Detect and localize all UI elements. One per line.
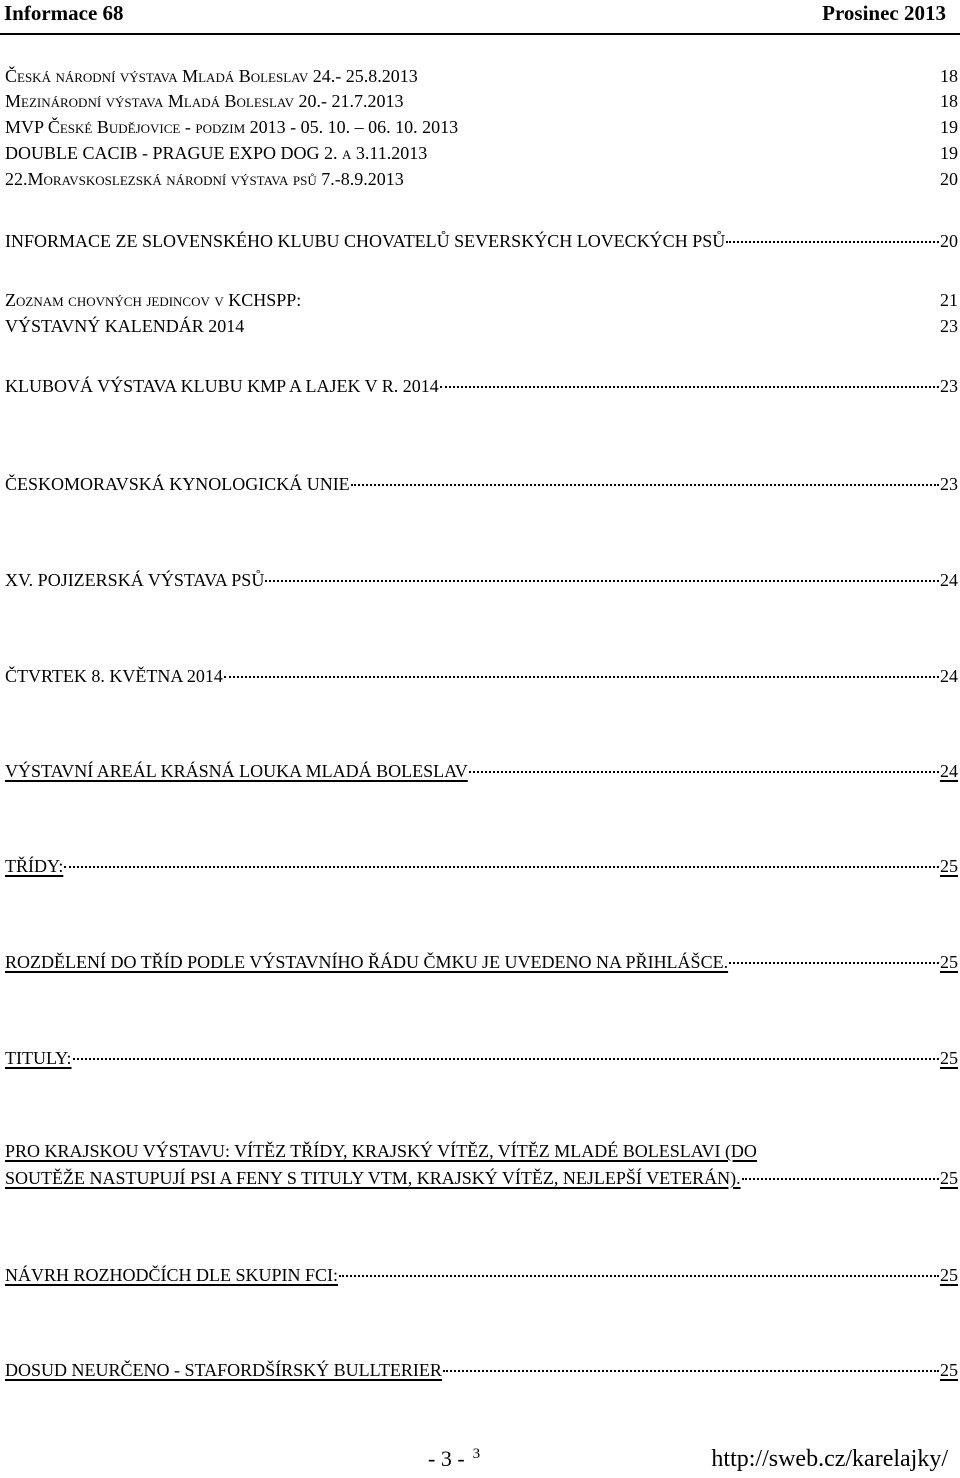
toc-entry-label: MVP České Budějovice - podzim 2013 - 05. 10. – 06. 10. 2013	[5, 117, 459, 137]
toc-entry[interactable]	[5, 948, 958, 974]
toc-entry-label: VÝSTAVNÍ AREÁL KRÁSNÁ LOUKA MLADÁ BOLESLAV	[5, 761, 468, 781]
toc-entry-page: 21	[940, 290, 958, 310]
toc-leader	[729, 944, 939, 964]
toc-entry[interactable]	[5, 227, 958, 253]
toc-leader	[224, 658, 939, 678]
toc-entry-multiline[interactable]	[5, 1139, 958, 1190]
toc-entry[interactable]	[5, 757, 958, 783]
toc-entry-label: ČESKOMORAVSKÁ KYNOLOGICKÁ UNIE	[5, 474, 350, 494]
toc-entry-label: TŘÍDY:	[5, 856, 64, 876]
header-date: Prosinec 2013	[822, 1, 946, 25]
toc-leader	[440, 368, 939, 388]
toc-entry-label: PRO KRAJSKOU VÝSTAVU: VÍTĚZ TŘÍDY, KRAJSKÝ VÍTĚZ, VÍTĚZ MLADÉ BOLESLAVI (DO	[5, 1141, 757, 1161]
toc-entry-page: 24	[940, 666, 958, 686]
toc-entry-page: 19	[940, 143, 958, 163]
toc-entry-page: 20	[940, 231, 958, 251]
toc-entry-page: 23	[940, 316, 958, 336]
toc-entry-label: Mezinárodní výstava Mladá Boleslav 20.- 21.7.2013	[5, 91, 404, 111]
toc-leader	[73, 1040, 939, 1060]
toc-entry[interactable]	[5, 1356, 958, 1382]
toc-entry-page: 25	[940, 1360, 958, 1380]
toc-entry-page: 18	[940, 66, 958, 86]
toc-entry-label: ROZDĚLENÍ DO TŘÍD PODLE VÝSTAVNÍHO ŘÁDU ČMKU JE UVEDENO NA PŘIHLÁŠCE.	[5, 952, 729, 972]
toc-entry-page: 19	[940, 117, 958, 137]
toc-entry-label: DOSUD NEURČENO - STAFORDŠÍRSKÝ BULLTERIER	[5, 1360, 442, 1380]
toc-entry[interactable]	[5, 314, 958, 338]
toc-entry-label: DOUBLE CACIB - PRAGUE EXPO DOG 2. a 3.11.2013	[5, 143, 428, 163]
toc-entry[interactable]	[5, 372, 958, 398]
toc-entry-label: Zoznam chovných jedincov v KCHSPP:	[5, 290, 302, 310]
header-title: Informace 68	[4, 1, 124, 25]
toc-entry-label: 22.Moravskoslezská národní výstava psů 7.-8.9.2013	[5, 169, 404, 189]
toc-entry[interactable]	[5, 852, 958, 878]
toc-entry-page: 18	[940, 91, 958, 111]
toc-entry-label: NÁVRH ROZHODČÍCH DLE SKUPIN FCI:	[5, 1265, 339, 1285]
toc-leader	[726, 223, 939, 243]
toc-entry-page: 25	[940, 952, 958, 972]
toc-entry-label: INFORMACE ZE SLOVENSKÉHO KLUBU CHOVATELŮ SEVERSKÝCH LOVECKÝCH PSŮ	[5, 231, 726, 251]
toc-entry[interactable]	[5, 1044, 958, 1070]
toc-entry-line	[5, 1164, 958, 1190]
toc-leader	[351, 466, 939, 486]
toc-entry-page: 25	[940, 1168, 958, 1188]
toc-entry-label: ČTVRTEK 8. KVĚTNA 2014	[5, 666, 223, 686]
toc-entry-page: 25	[940, 1048, 958, 1068]
toc-entry[interactable]	[5, 470, 958, 496]
footer-page-label: - 3 -	[428, 1446, 465, 1471]
toc-leader	[265, 562, 939, 582]
toc-entry-page: 23	[940, 474, 958, 494]
header-divider	[0, 33, 960, 35]
toc-leader	[742, 1160, 939, 1180]
toc-entry[interactable]	[5, 1261, 958, 1287]
toc-leader	[469, 753, 939, 773]
toc-leader	[64, 848, 939, 868]
toc-entry-page: 24	[940, 761, 958, 781]
toc-entry[interactable]	[5, 89, 958, 113]
footer-url[interactable]: http://sweb.cz/karelajky/	[711, 1446, 948, 1472]
toc-entry[interactable]	[5, 64, 958, 88]
toc-entry-label: KLUBOVÁ VÝSTAVA KLUBU KMP A LAJEK V R. 2014	[5, 376, 439, 396]
toc-entry[interactable]	[5, 115, 958, 139]
toc-leader	[443, 1352, 939, 1372]
toc-entry-label: VÝSTAVNÝ KALENDÁR 2014	[5, 316, 245, 336]
toc-entry-page: 25	[940, 1265, 958, 1285]
toc-entry[interactable]	[5, 141, 958, 165]
toc-entry[interactable]	[5, 662, 958, 688]
toc-entry-label: SOUTĚŽE NASTUPUJÍ PSI A FENY S TITULY VTM, KRAJSKÝ VÍTĚZ, NEJLEPŠÍ VETERÁN).	[5, 1168, 741, 1188]
toc-entry[interactable]	[5, 167, 958, 191]
toc-leader	[339, 1257, 939, 1277]
toc-entry[interactable]	[5, 288, 958, 312]
toc-entry-page: 23	[940, 376, 958, 396]
page-header	[0, 0, 960, 31]
toc-entry-label: TITULY:	[5, 1048, 72, 1068]
toc-entry-label: Česká národní výstava Mladá Boleslav 24.- 25.8.2013	[5, 66, 418, 86]
toc-entry-label: XV. POJIZERSKÁ VÝSTAVA PSŮ	[5, 570, 265, 590]
footer-page-sup: 3	[472, 1446, 481, 1462]
footer-page-number	[428, 1446, 480, 1472]
toc-entry-page: 25	[940, 856, 958, 876]
toc-entry-page: 20	[940, 169, 958, 189]
toc-entry[interactable]	[5, 566, 958, 592]
toc-entry-page: 24	[940, 570, 958, 590]
